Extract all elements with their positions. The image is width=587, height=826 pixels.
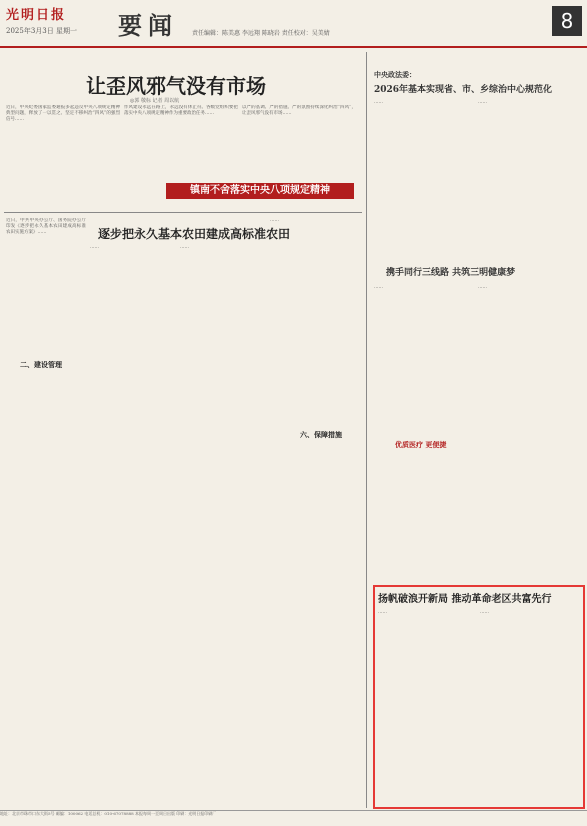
- lead-col-3: 以严的基调、严的措施、严的氛围持续深化纠治“四风”，让歪风邪气没有市场……: [242, 105, 356, 117]
- body-col-3: ……: [180, 245, 189, 250]
- highlight-col-1: ……: [378, 610, 387, 615]
- masthead: [0, 0, 587, 48]
- section-heading-6: 六、保障措施: [300, 430, 342, 439]
- lead-col-2: 作风建设永远在路上，永远没有休止符。各级党组织要把落实中央八项规定精神作为重要政治任务……: [124, 105, 238, 117]
- right-col-2: ……: [478, 100, 487, 105]
- body-col-2: ……: [90, 245, 99, 250]
- editors-line: 责任编辑：陈美惠 李远翔 陈晓岩 责任校对：吴美婧: [192, 30, 330, 37]
- mid-col-2: ……: [478, 285, 487, 290]
- mid-col-1: ……: [374, 285, 383, 290]
- right-kicker: 中央政法委：: [374, 70, 416, 79]
- highlight-col-2: ……: [480, 610, 489, 615]
- subhead: 优质医疗 更便捷: [395, 440, 447, 449]
- article-headline-2: 逐步把永久基本农田建成高标准农田: [98, 227, 291, 241]
- column-divider: [366, 52, 367, 808]
- issue-date: 2025年3月3日 星期一: [6, 27, 77, 35]
- right-col-1: ……: [374, 100, 383, 105]
- red-banner: 镇南不舍落实中央八项规定精神: [166, 183, 354, 199]
- lead-byline: ◎郭 敬标 记者 周以航: [130, 98, 180, 104]
- section-title: 要闻: [118, 11, 178, 40]
- body-col-4: ……: [270, 218, 279, 223]
- right-headline: 2026年基本实现省、市、乡综治中心规范化: [374, 85, 553, 95]
- lead-headline: 让歪风邪气没有市场: [86, 74, 266, 98]
- mid-headline: 携手同行三线路 共筑三明健康梦: [386, 268, 516, 278]
- lead-col-1: 近日，中央纪委国家监委通报多起违反中央八项规定精神典型问题，释放了一以贯之、坚定不移纠治“四风”的强烈信号……: [6, 105, 120, 123]
- divider: [4, 212, 362, 213]
- newspaper-logo: 光明日报: [6, 8, 67, 23]
- section-heading-2: 二、建设管理: [20, 360, 62, 369]
- footer: 地址：北京市珠市口东大街5号 邮编：100062 电话总机：010-67078888 本报每周一至周日出版 印刷：光明日报印刷厂: [0, 810, 587, 826]
- highlight-headline: 扬帆破浪开新局 推动革命老区共富先行: [378, 594, 552, 605]
- body-col-1: 近日，中共中央办公厅、国务院办公厅印发《逐步把永久基本农田建成高标准农田实施方案》……: [6, 218, 86, 236]
- page-number: 8: [552, 6, 582, 36]
